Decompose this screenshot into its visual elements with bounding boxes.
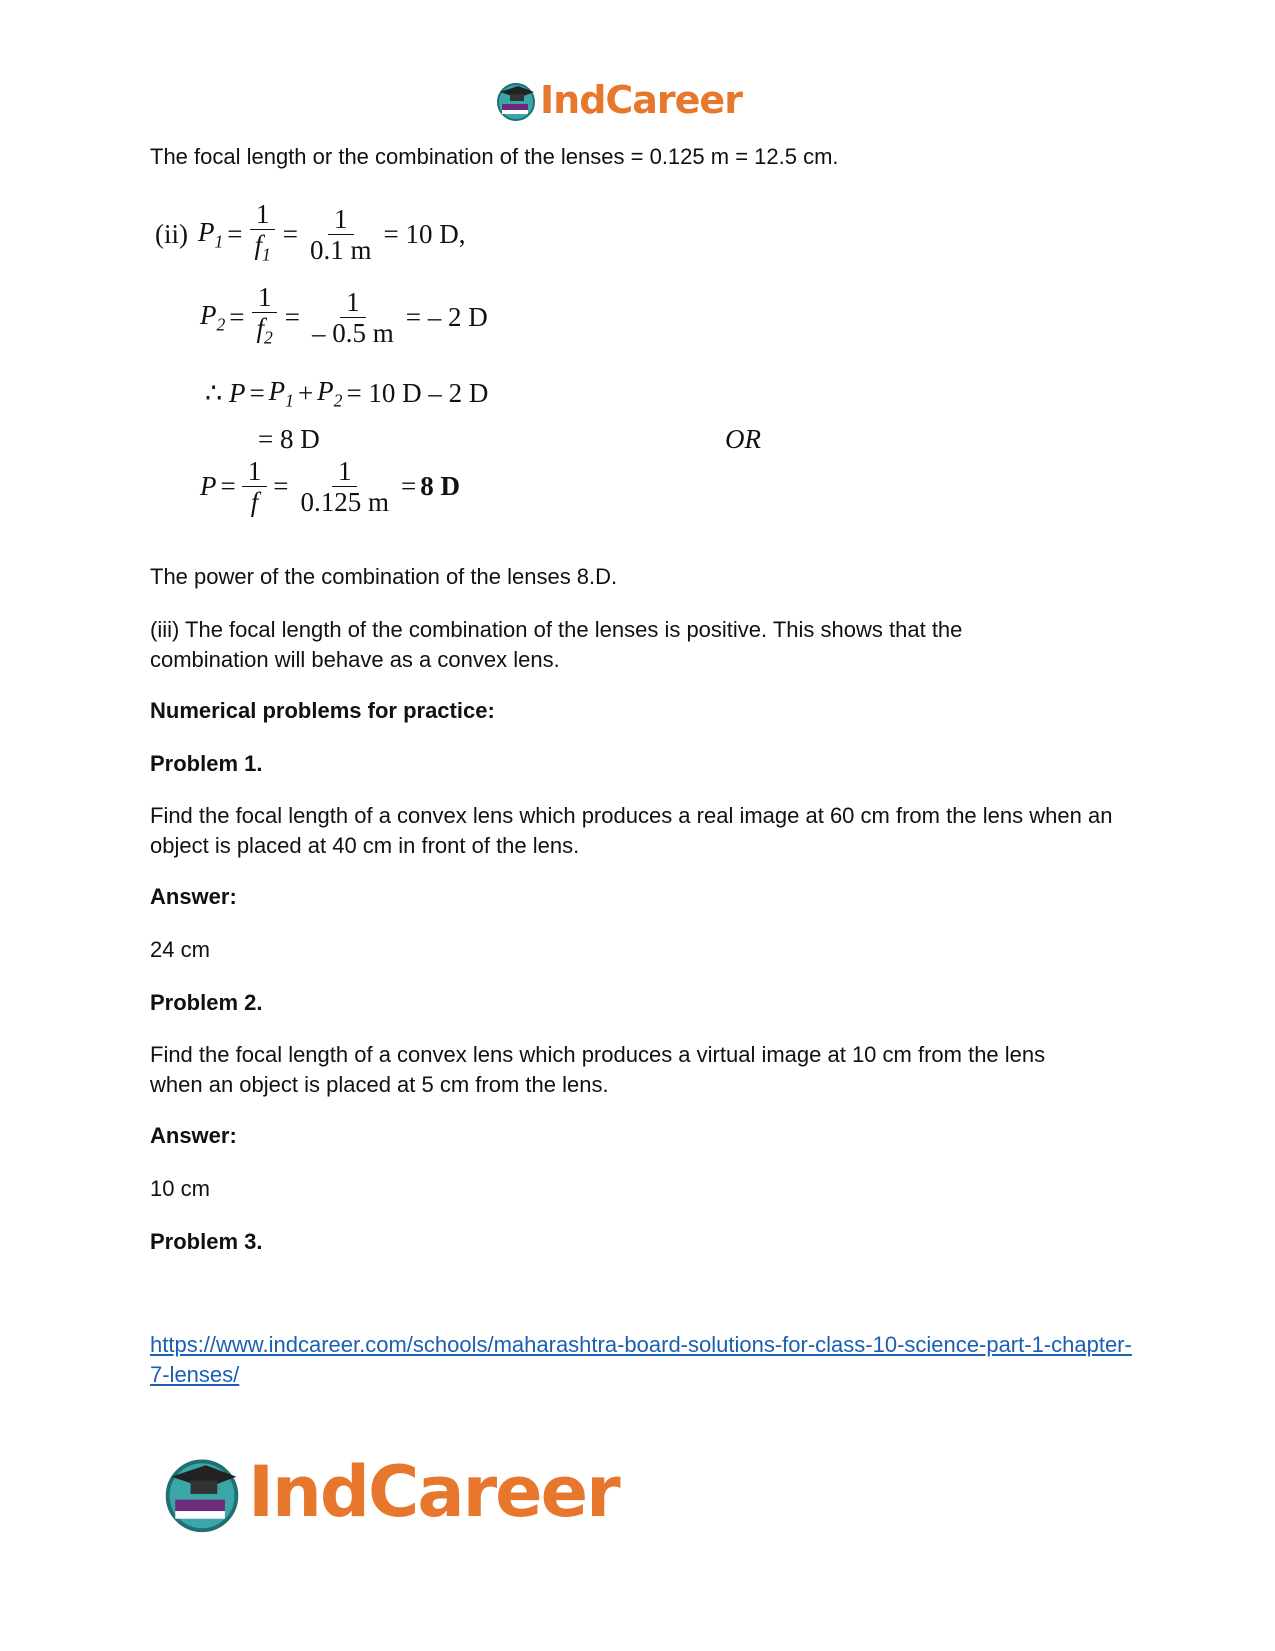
answer1-value: 24 cm <box>150 937 210 962</box>
math-or-label: OR <box>725 424 761 454</box>
header-logo-text: IndCareer <box>540 78 742 122</box>
math-sum-line: = 10 D – 2 D <box>346 378 489 409</box>
footer-url-link[interactable]: https://www.indcareer.com/schools/maharashtra-board-solutions-for-class-10-science-part-1-chapter-7-lenses/ <box>150 1332 1132 1387</box>
answer1-label: Answer: <box>150 884 237 909</box>
footer-logo-text: IndCareer <box>248 1451 619 1533</box>
problem1-text: Find the focal length of a convex lens which produces a real image at 60 cm from the lens when an object is placed at 40 cm in front of the lens. <box>150 803 1113 858</box>
math-sum-row: ∴ P = $P_1$ + $P_2$ = 10 D – 2 D <box>205 376 489 411</box>
math-p1-row: (ii) $P_1$ = $\frac{1}{f_1}$ = $\frac{1}{0.1 m}$ = 10 D, <box>155 199 466 265</box>
problem3-label: Problem 3. <box>150 1229 263 1254</box>
focal-result-text: The focal length or the combination of the lenses = 0.125 m = 12.5 cm. <box>150 144 839 169</box>
math-p-den: 0.125 m <box>300 487 389 517</box>
math-p2-den: – 0.5 m <box>312 317 394 348</box>
power-result-text: The power of the combination of the lenses 8.D. <box>150 564 618 589</box>
math-part-label: (ii) <box>155 218 188 249</box>
problem1-label: Problem 1. <box>150 751 263 776</box>
header-logo <box>494 78 742 122</box>
math-p2-row: $P_2$ = $\frac{1}{f_2}$ = $\frac{1}{- 0.5 m}$ = – 2 D <box>200 282 488 348</box>
math-p-row: P = $\frac{1}{f}$ = $\frac{1}{0.125 m}$ = 8 D <box>200 456 460 517</box>
part-iii-text: (iii) The focal length of the combination of the lenses is positive. This shows that the combination will behave as a convex lens. <box>150 617 963 672</box>
problem2-label: Problem 2. <box>150 990 263 1015</box>
footer-logo <box>160 1450 619 1534</box>
math-p1-result: = 10 D, <box>383 218 466 249</box>
math-p1-den: 0.1 m <box>310 234 372 265</box>
graduation-cap-book-globe-icon <box>494 78 538 122</box>
math-p2-result: = – 2 D <box>405 301 488 332</box>
answer2-label: Answer: <box>150 1123 237 1148</box>
math-sum-result: = 8 D <box>258 424 320 454</box>
problem2-text: Find the focal length of a convex lens which produces a virtual image at 10 cm from the lens when an object is placed at 5 cm from the lens. <box>150 1042 1046 1097</box>
graduation-cap-book-globe-icon <box>160 1450 244 1534</box>
answer2-value: 10 cm <box>150 1176 210 1201</box>
math-p-result: 8 D <box>420 471 460 501</box>
section-heading: Numerical problems for practice: <box>150 698 495 723</box>
